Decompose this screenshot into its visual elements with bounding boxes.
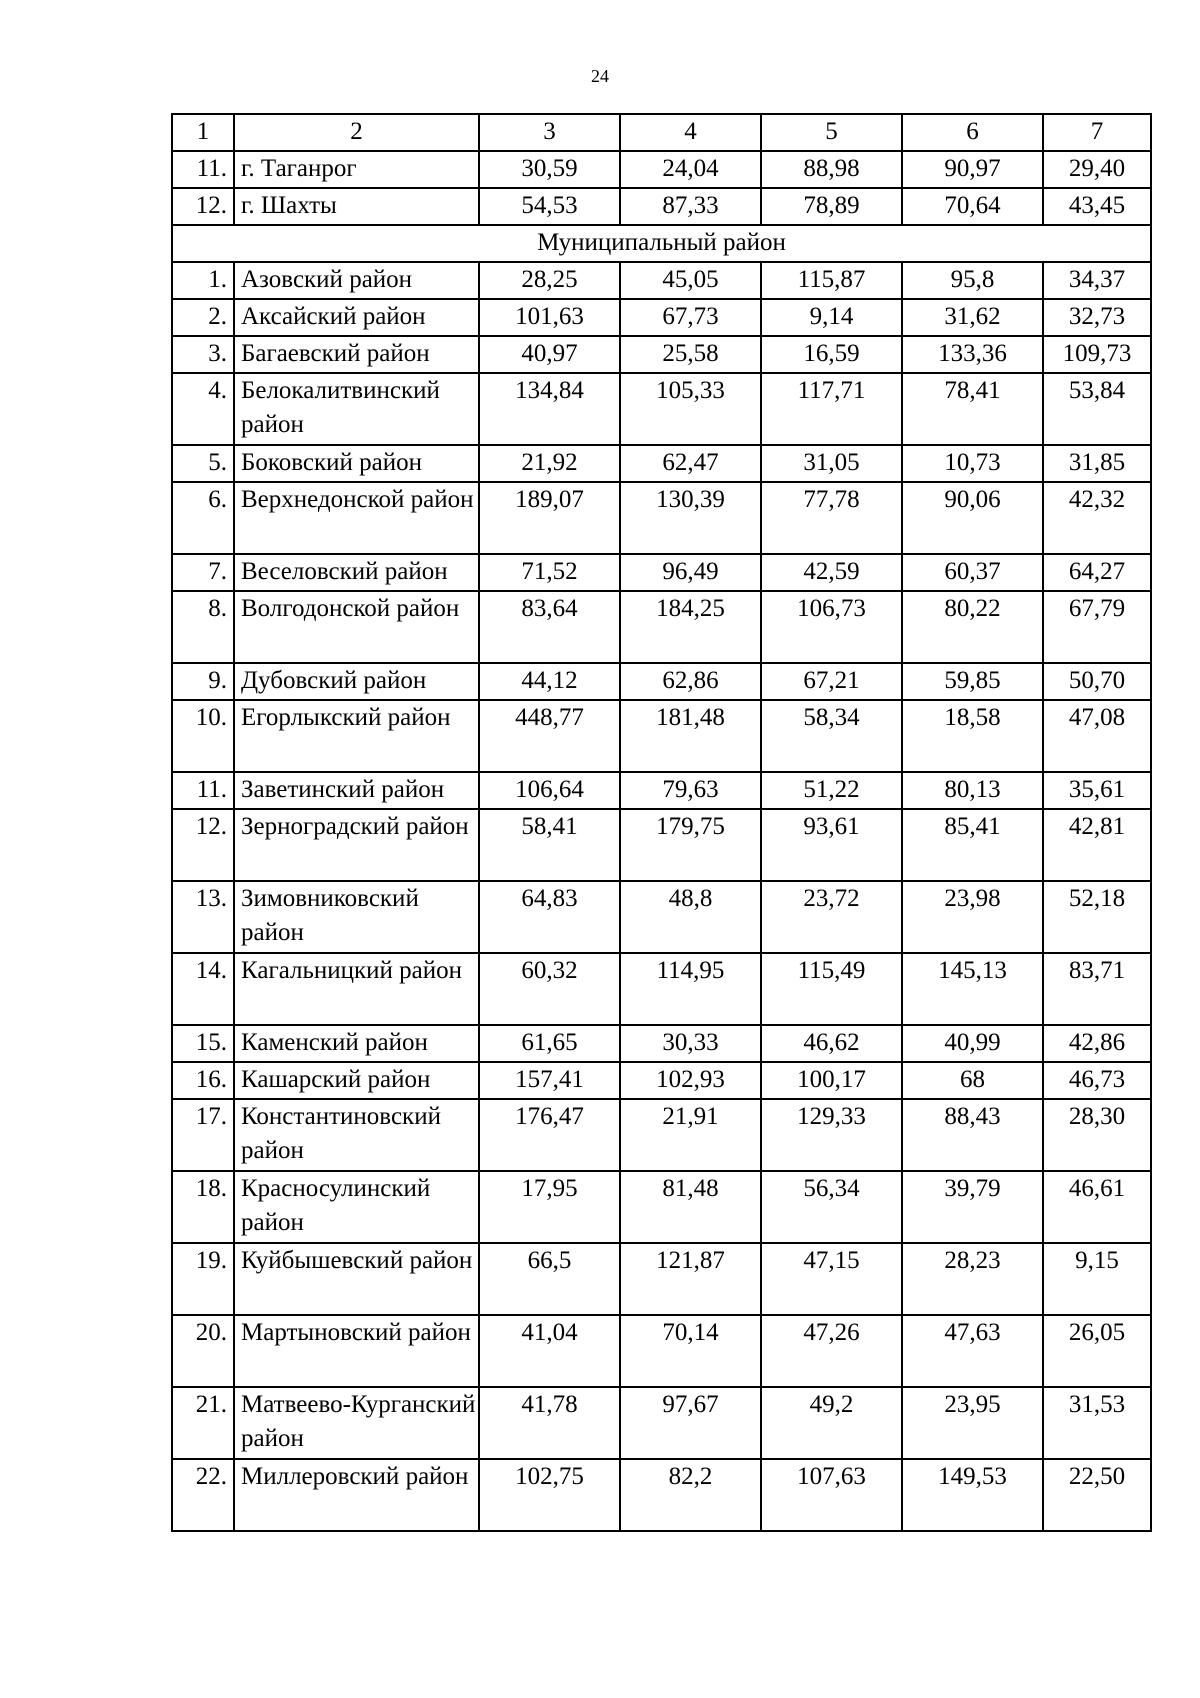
row-value-col-3: 71,52 [479,554,620,591]
row-number: 1. [172,262,234,299]
row-value-col-4: 67,73 [620,299,761,336]
column-header: 2 [234,114,479,151]
row-value-col-7: 35,61 [1043,772,1151,809]
table-row [172,591,1151,663]
row-value-col-3: 41,04 [479,1315,620,1387]
row-name: Аксайский район [234,299,479,336]
row-name: Константиновский район [234,1099,479,1171]
row-value-col-4: 105,33 [620,373,761,445]
row-number: 11. [172,151,234,188]
row-value-col-7: 47,08 [1043,700,1151,772]
row-value-col-7: 31,85 [1043,445,1151,482]
row-name: Белокалитвинский район [234,373,479,445]
row-value-col-7: 29,40 [1043,151,1151,188]
row-value-col-4: 62,86 [620,663,761,700]
row-name: Красносулинский район [234,1171,479,1243]
row-value-col-3: 64,83 [479,881,620,953]
row-number: 3. [172,336,234,373]
row-value-col-5: 117,71 [761,373,902,445]
row-number: 20. [172,1315,234,1387]
row-value-col-3: 448,77 [479,700,620,772]
column-header: 5 [761,114,902,151]
row-value-col-3: 60,32 [479,953,620,1025]
row-value-col-3: 58,41 [479,809,620,881]
section-row [172,225,1151,262]
row-value-col-6: 18,58 [902,700,1043,772]
table-row [172,663,1151,700]
row-value-col-4: 179,75 [620,809,761,881]
row-value-col-6: 23,95 [902,1387,1043,1459]
row-value-col-4: 121,87 [620,1243,761,1315]
row-number: 9. [172,663,234,700]
row-value-col-3: 44,12 [479,663,620,700]
row-value-col-4: 130,39 [620,482,761,554]
row-number: 4. [172,373,234,445]
row-value-col-5: 58,34 [761,700,902,772]
row-value-col-4: 82,2 [620,1459,761,1531]
row-value-col-4: 97,67 [620,1387,761,1459]
row-value-col-3: 54,53 [479,188,620,225]
row-value-col-7: 34,37 [1043,262,1151,299]
row-value-col-4: 102,93 [620,1062,761,1099]
row-number: 15. [172,1025,234,1062]
row-value-col-7: 26,05 [1043,1315,1151,1387]
table-row [172,700,1151,772]
row-value-col-5: 23,72 [761,881,902,953]
row-value-col-3: 106,64 [479,772,620,809]
section-title: Муниципальный район [172,225,1151,262]
row-value-col-5: 49,2 [761,1387,902,1459]
column-header: 1 [172,114,234,151]
row-value-col-5: 16,59 [761,336,902,373]
row-value-col-4: 87,33 [620,188,761,225]
row-value-col-6: 68 [902,1062,1043,1099]
row-value-col-7: 31,53 [1043,1387,1151,1459]
row-value-col-6: 59,85 [902,663,1043,700]
row-number: 8. [172,591,234,663]
row-value-col-3: 176,47 [479,1099,620,1171]
row-value-col-7: 83,71 [1043,953,1151,1025]
page-number: 24 [591,66,609,86]
row-name: Багаевский район [234,336,479,373]
row-value-col-6: 88,43 [902,1099,1043,1171]
row-value-col-6: 39,79 [902,1171,1043,1243]
row-number: 21. [172,1387,234,1459]
row-name: Волгодонской район [234,591,479,663]
row-value-col-4: 48,8 [620,881,761,953]
row-value-col-6: 90,06 [902,482,1043,554]
data-table [171,113,1152,1532]
row-value-col-5: 106,73 [761,591,902,663]
row-value-col-4: 70,14 [620,1315,761,1387]
row-value-col-4: 21,91 [620,1099,761,1171]
table-row [172,772,1151,809]
row-value-col-3: 30,59 [479,151,620,188]
row-value-col-7: 109,73 [1043,336,1151,373]
row-number: 19. [172,1243,234,1315]
row-value-col-7: 9,15 [1043,1243,1151,1315]
row-value-col-5: 31,05 [761,445,902,482]
row-number: 12. [172,188,234,225]
table-row [172,554,1151,591]
row-name: Зимовниковский район [234,881,479,953]
row-value-col-7: 42,86 [1043,1025,1151,1062]
row-number: 14. [172,953,234,1025]
row-number: 13. [172,881,234,953]
row-number: 17. [172,1099,234,1171]
row-name: Мартыновский район [234,1315,479,1387]
row-value-col-6: 133,36 [902,336,1043,373]
row-value-col-6: 80,13 [902,772,1043,809]
row-name: г. Таганрог [234,151,479,188]
row-value-col-5: 129,33 [761,1099,902,1171]
row-value-col-6: 80,22 [902,591,1043,663]
row-value-col-4: 81,48 [620,1171,761,1243]
row-value-col-4: 114,95 [620,953,761,1025]
column-header: 4 [620,114,761,151]
row-value-col-6: 95,8 [902,262,1043,299]
row-value-col-5: 115,49 [761,953,902,1025]
row-value-col-5: 9,14 [761,299,902,336]
table-row [172,1025,1151,1062]
row-value-col-6: 90,97 [902,151,1043,188]
row-value-col-6: 31,62 [902,299,1043,336]
row-value-col-5: 42,59 [761,554,902,591]
table-row [172,1459,1151,1531]
row-name: г. Шахты [234,188,479,225]
row-value-col-5: 100,17 [761,1062,902,1099]
row-value-col-3: 157,41 [479,1062,620,1099]
row-value-col-5: 78,89 [761,188,902,225]
row-value-col-5: 107,63 [761,1459,902,1531]
row-value-col-3: 61,65 [479,1025,620,1062]
row-value-col-7: 46,73 [1043,1062,1151,1099]
row-value-col-5: 115,87 [761,262,902,299]
row-name: Куйбышевский район [234,1243,479,1315]
row-value-col-5: 47,15 [761,1243,902,1315]
row-value-col-7: 28,30 [1043,1099,1151,1171]
row-value-col-7: 22,50 [1043,1459,1151,1531]
row-value-col-6: 149,53 [902,1459,1043,1531]
row-name: Матвеево-Курганский район [234,1387,479,1459]
column-header: 6 [902,114,1043,151]
row-value-col-5: 93,61 [761,809,902,881]
table-row [172,1062,1151,1099]
row-number: 22. [172,1459,234,1531]
row-name: Веселовский район [234,554,479,591]
row-name: Егорлыкский район [234,700,479,772]
row-value-col-4: 79,63 [620,772,761,809]
row-value-col-4: 45,05 [620,262,761,299]
row-value-col-5: 67,21 [761,663,902,700]
row-name: Дубовский район [234,663,479,700]
row-value-col-7: 53,84 [1043,373,1151,445]
row-number: 12. [172,809,234,881]
row-value-col-6: 23,98 [902,881,1043,953]
row-value-col-4: 24,04 [620,151,761,188]
column-header: 7 [1043,114,1151,151]
row-value-col-3: 102,75 [479,1459,620,1531]
row-value-col-4: 25,58 [620,336,761,373]
row-value-col-3: 21,92 [479,445,620,482]
row-value-col-3: 134,84 [479,373,620,445]
row-value-col-4: 30,33 [620,1025,761,1062]
row-value-col-5: 56,34 [761,1171,902,1243]
row-value-col-7: 43,45 [1043,188,1151,225]
row-name: Верхнедонской район [234,482,479,554]
row-name: Кагальницкий район [234,953,479,1025]
table-row [172,1387,1151,1459]
row-number: 5. [172,445,234,482]
row-number: 10. [172,700,234,772]
row-name: Кашарский район [234,1062,479,1099]
row-value-col-7: 42,81 [1043,809,1151,881]
row-value-col-3: 189,07 [479,482,620,554]
row-number: 2. [172,299,234,336]
table-row [172,1099,1151,1171]
row-value-col-5: 47,26 [761,1315,902,1387]
row-number: 6. [172,482,234,554]
table-row [172,151,1151,188]
row-value-col-6: 85,41 [902,809,1043,881]
row-value-col-6: 78,41 [902,373,1043,445]
row-number: 18. [172,1171,234,1243]
row-value-col-3: 17,95 [479,1171,620,1243]
table-row [172,336,1151,373]
row-number: 7. [172,554,234,591]
row-name: Миллеровский район [234,1459,479,1531]
table-row [172,188,1151,225]
table-row [172,482,1151,554]
row-value-col-4: 62,47 [620,445,761,482]
row-value-col-4: 181,48 [620,700,761,772]
row-value-col-6: 145,13 [902,953,1043,1025]
row-value-col-3: 40,97 [479,336,620,373]
row-value-col-6: 47,63 [902,1315,1043,1387]
row-value-col-6: 28,23 [902,1243,1043,1315]
row-value-col-4: 184,25 [620,591,761,663]
row-name: Заветинский район [234,772,479,809]
row-value-col-5: 77,78 [761,482,902,554]
table-row [172,953,1151,1025]
row-name: Боковский район [234,445,479,482]
row-value-col-7: 52,18 [1043,881,1151,953]
row-value-col-6: 40,99 [902,1025,1043,1062]
table-row [172,299,1151,336]
row-value-col-3: 83,64 [479,591,620,663]
row-value-col-6: 60,37 [902,554,1043,591]
row-name: Зерноградский район [234,809,479,881]
row-value-col-5: 46,62 [761,1025,902,1062]
row-name: Азовский район [234,262,479,299]
row-value-col-7: 50,70 [1043,663,1151,700]
row-value-col-6: 70,64 [902,188,1043,225]
table-row [172,1315,1151,1387]
table-row [172,262,1151,299]
row-number: 16. [172,1062,234,1099]
row-number: 11. [172,772,234,809]
row-value-col-3: 101,63 [479,299,620,336]
row-value-col-5: 88,98 [761,151,902,188]
row-value-col-7: 64,27 [1043,554,1151,591]
table-row [172,373,1151,445]
row-value-col-5: 51,22 [761,772,902,809]
row-value-col-3: 41,78 [479,1387,620,1459]
table-row [172,1243,1151,1315]
row-value-col-7: 67,79 [1043,591,1151,663]
table-row [172,1171,1151,1243]
table-row [172,809,1151,881]
row-value-col-3: 66,5 [479,1243,620,1315]
column-header: 3 [479,114,620,151]
row-value-col-6: 10,73 [902,445,1043,482]
table-row [172,881,1151,953]
row-value-col-3: 28,25 [479,262,620,299]
row-value-col-4: 96,49 [620,554,761,591]
row-value-col-7: 42,32 [1043,482,1151,554]
table-row [172,445,1151,482]
row-value-col-7: 32,73 [1043,299,1151,336]
header-row [172,114,1151,151]
row-name: Каменский район [234,1025,479,1062]
row-value-col-7: 46,61 [1043,1171,1151,1243]
